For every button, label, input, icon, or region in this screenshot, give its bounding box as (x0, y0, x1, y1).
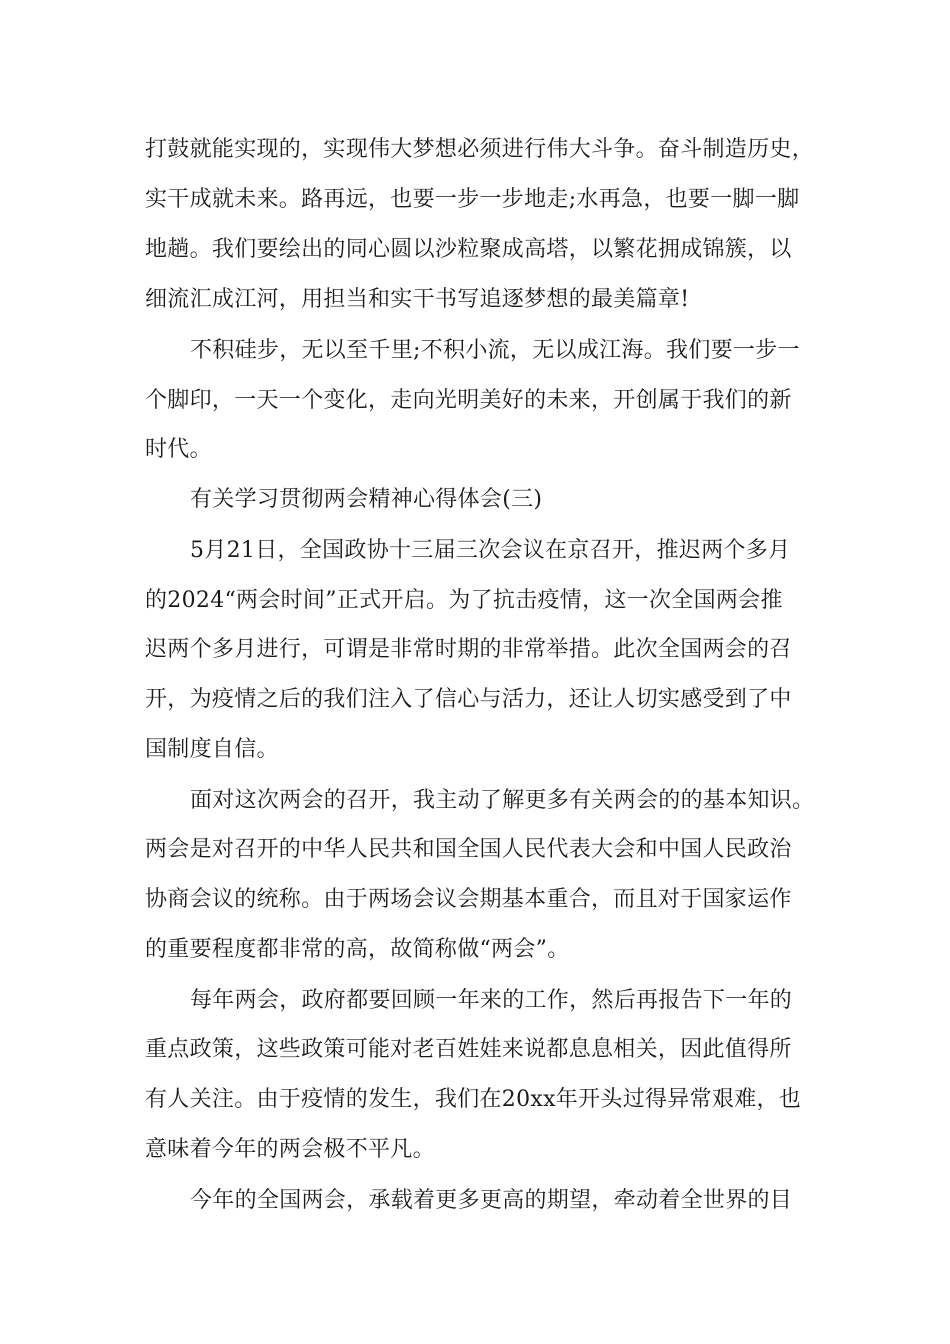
body-text-line: 重点政策，这些政策可能对老百姓娃来说都息息相关，因此值得所 (145, 1037, 792, 1062)
paragraph-first-line: 5月21日，全国政协十三届三次会议在京召开，推迟两个多月 (190, 538, 791, 563)
body-text-line: 细流汇成江河，用担当和实干书写追逐梦想的最美篇章! (145, 287, 690, 312)
body-text-line: 的重要程度都非常的高，故简称做“两会”。 (145, 937, 570, 962)
body-text-line: 打鼓就能实现的，实现伟大梦想必须进行伟大斗争。奋斗制造历史， (145, 137, 815, 162)
body-text-line: 的2024“两会时间”正式开启。为了抗击疫情，这一次全国两会推 (145, 588, 783, 613)
body-text-line: 有人关注。由于疫情的发生，我们在20xx年开头过得异常艰难，也 (145, 1087, 802, 1112)
body-text-line: 地趟。我们要绘出的同心圆以沙粒聚成高塔，以繁花拥成锦簇，以 (145, 237, 792, 262)
body-text-line: 个脚印，一天一个变化，走向光明美好的未来，开创属于我们的新 (145, 388, 792, 413)
paragraph-first-line: 面对这次两会的召开，我主动了解更多有关两会的的基本知识。 (190, 788, 815, 813)
paragraph-first-line: 今年的全国两会，承载着更多更高的期望，牵动着全世界的目 (190, 1188, 793, 1213)
body-text-line: 时代。 (145, 437, 212, 462)
body-text-line: 迟两个多月进行，可谓是非常时期的非常举措。此次全国两会的召 (145, 637, 792, 662)
body-text-line: 两会是对召开的中华人民共和国全国人民代表大会和中国人民政治 (145, 837, 792, 862)
body-text-line: 开，为疫情之后的我们注入了信心与活力，还让人切实感受到了中 (145, 687, 792, 712)
body-text-line: 意味着今年的两会极不平凡。 (145, 1137, 435, 1162)
paragraph-first-line: 不积硅步，无以至千里;不积小流，无以成江海。我们要一步一 (190, 338, 800, 363)
body-text-line: 协商会议的统称。由于两场会议会期基本重合，而且对于国家运作 (145, 887, 792, 912)
body-text-line: 国制度自信。 (145, 737, 279, 762)
section-heading: 有关学习贯彻两会精神心得体会(三) (190, 487, 543, 512)
paragraph-first-line: 每年两会，政府都要回顾一年来的工作，然后再报告下一年的 (190, 988, 793, 1013)
body-text-line: 实干成就未来。路再远，也要一步一步地走;水再急，也要一脚一脚 (145, 187, 800, 212)
